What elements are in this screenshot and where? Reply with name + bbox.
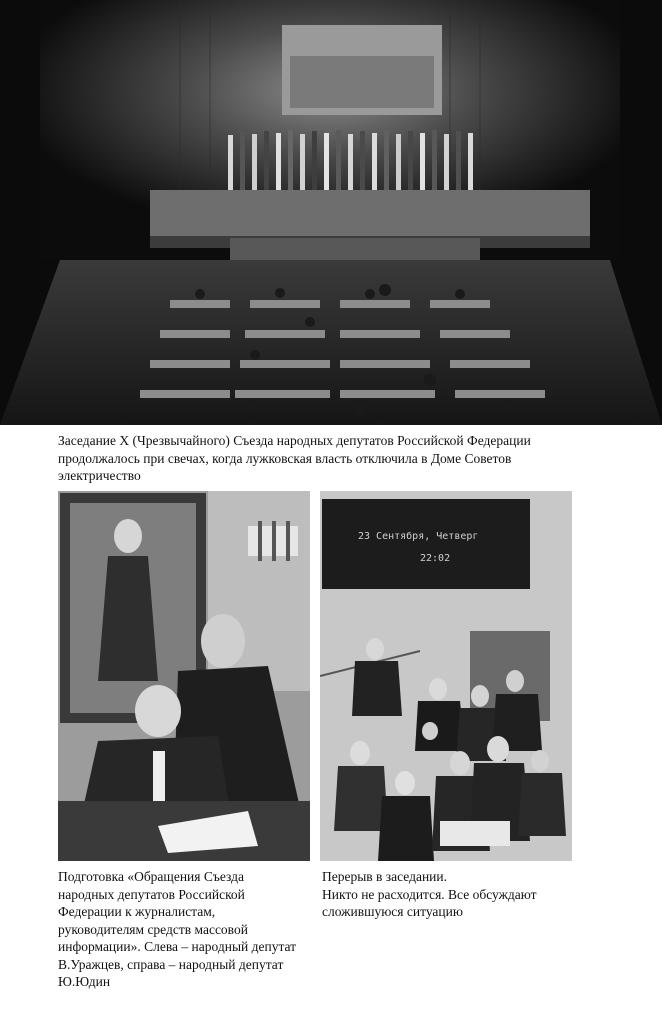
caption-line: народных депутатов Российской bbox=[58, 886, 245, 902]
right-photo-caption bbox=[322, 868, 572, 921]
caption-line: В.Уражцев, справа – народный депутат bbox=[58, 956, 284, 972]
top-photo-caption bbox=[58, 432, 618, 485]
deputies-drafting-illustration bbox=[58, 491, 310, 861]
session-break-illustration bbox=[320, 491, 572, 861]
caption-line: Никто не расходится. Все обсуждают bbox=[322, 886, 537, 902]
presidium-table bbox=[150, 190, 590, 238]
congress-hall-illustration bbox=[0, 0, 662, 425]
hall-floor bbox=[0, 260, 662, 425]
caption-line: продолжалось при свечах, когда лужковская власть отключила в Доме Советов bbox=[58, 450, 512, 466]
caption-line: информации». Слева – народный депутат bbox=[58, 939, 297, 954]
caption-line: Подготовка «Обращения Съезда bbox=[58, 869, 244, 884]
scoreboard-date: 23 Сентября, Четверг bbox=[358, 531, 479, 542]
caption-line: Федерации к журналистам, bbox=[58, 904, 216, 919]
caption-line: Ю.Юдин bbox=[58, 974, 111, 989]
left-photo-caption bbox=[58, 868, 314, 991]
session-break-photo bbox=[320, 491, 572, 861]
congress-hall-photo bbox=[0, 0, 662, 425]
caption-line: электричество bbox=[58, 468, 141, 483]
caption-line: Перерыв в заседании. bbox=[322, 869, 448, 884]
caption-line: сложившуюся ситуацию bbox=[322, 904, 463, 919]
scoreboard-time: 22:02 bbox=[420, 553, 451, 564]
deputies-drafting-photo bbox=[58, 491, 310, 861]
caption-line: руководителям средств массовой bbox=[58, 921, 248, 937]
flags-row bbox=[228, 130, 473, 190]
scoreboard bbox=[322, 499, 530, 589]
caption-line: Заседание X (Чрезвычайного) Съезда народных депутатов Российской Федерации bbox=[58, 433, 531, 448]
